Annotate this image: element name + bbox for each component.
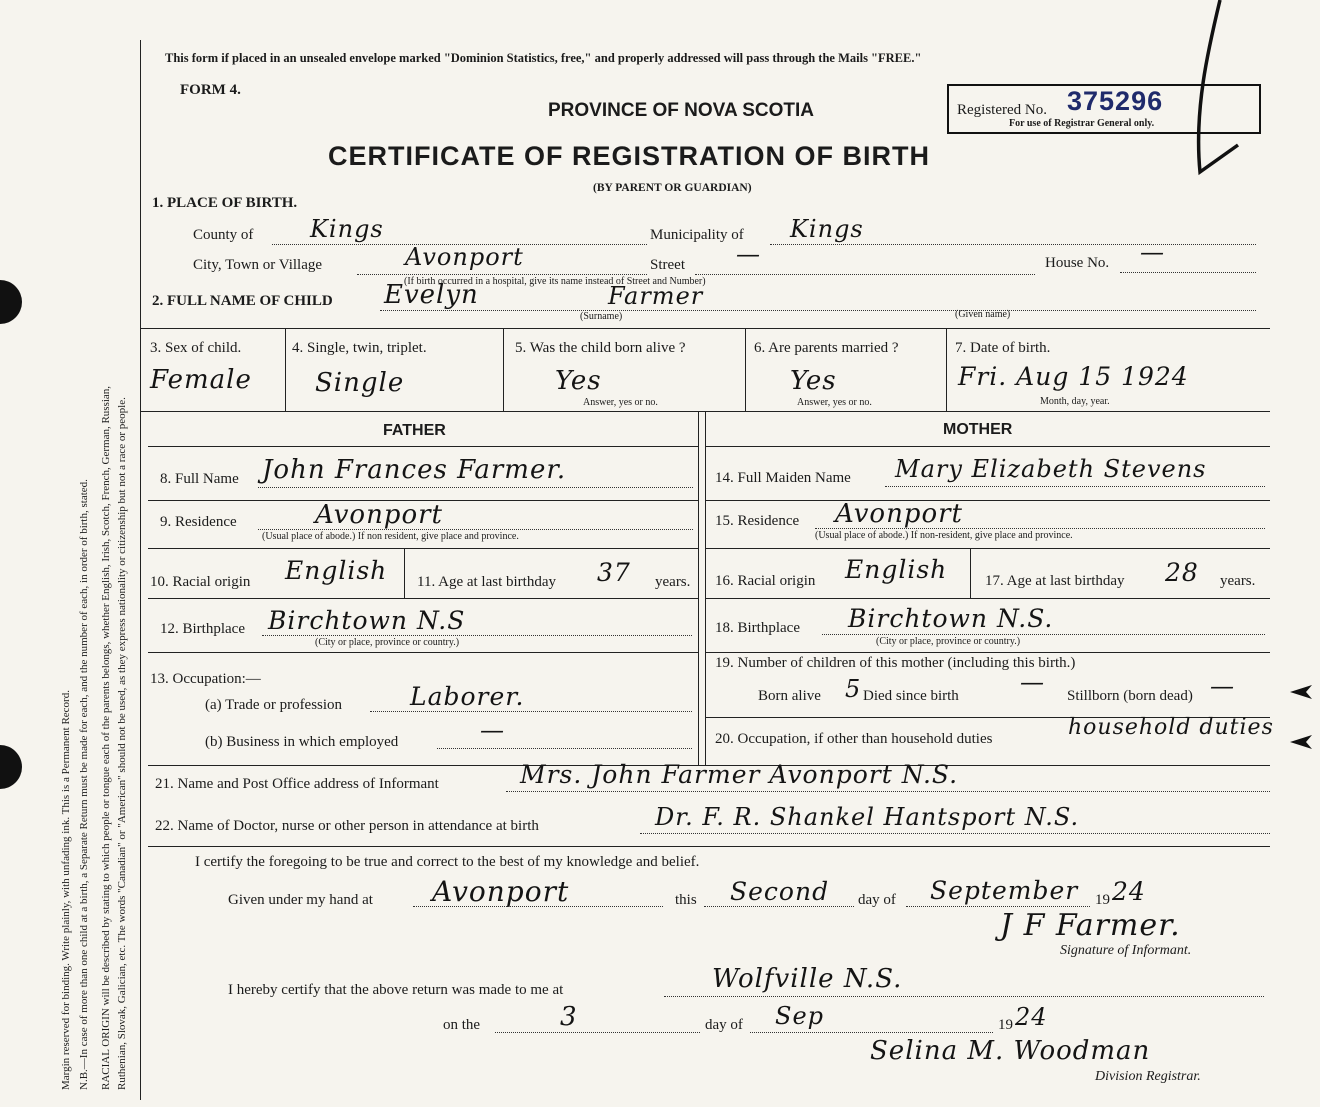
form-number: FORM 4.	[180, 82, 241, 98]
given-under-hand-label: Given under my hand at	[228, 892, 373, 908]
father-occupation-label: 13. Occupation:—	[150, 671, 261, 687]
registered-label: Registered No.	[957, 102, 1047, 118]
father-business-value: —	[480, 716, 505, 744]
mother-name-label: 14. Full Maiden Name	[715, 470, 851, 486]
father-years-label: years.	[655, 574, 691, 590]
city-value: Avonport	[405, 243, 524, 271]
check-mark-stroke	[1180, 0, 1270, 185]
certify-statement: I certify the foregoing to be true and correct to the best of my knowledge and belief.	[195, 854, 700, 870]
date-of-birth-label: 7. Date of birth.	[955, 340, 1051, 356]
father-trade-label: (a) Trade or profession	[205, 697, 343, 713]
mother-age-label: 17. Age at last birthday	[985, 573, 1125, 589]
parents-married-note: Answer, yes or no.	[797, 397, 872, 408]
county-value: Kings	[310, 215, 384, 243]
child-surname: Farmer	[608, 282, 704, 310]
date-of-birth-note: Month, day, year.	[1040, 396, 1110, 407]
mother-age-value: 28	[1165, 558, 1199, 587]
street-value: —	[736, 240, 761, 268]
binding-hole-bottom	[0, 745, 22, 789]
side-note-3: RACIAL ORIGIN will be described by stating to which people or tongue each of the parents belongs, whether English, Irish, Scotch, French, German, Russian,	[100, 385, 112, 1090]
doctor-value: Dr. F. R. Shankel Hantsport N.S.	[655, 803, 1080, 831]
place-of-birth-heading: 1. PLACE OF BIRTH.	[152, 195, 298, 211]
father-birthplace-label: 12. Birthplace	[160, 621, 245, 637]
province-heading: PROVINCE OF NOVA SCOTIA	[548, 100, 815, 121]
side-note-4: Ruthenian, Slovak, Galician, etc. The words "Canadian" or "American" should not be used, as they express nationality or citizenship but not a race or people.	[116, 397, 128, 1090]
stillborn-value: —	[1210, 672, 1235, 700]
given-name-note: (Given name)	[955, 309, 1011, 320]
city-label: City, Town or Village	[193, 257, 323, 273]
mother-residence-note: (Usual place of abode.) If non-resident, give place and province.	[815, 530, 1073, 541]
this-label: this	[675, 892, 697, 908]
given-year-value: 24	[1112, 877, 1146, 906]
father-residence-note: (Usual place of abode.) If non resident, give place and province.	[262, 531, 519, 542]
binding-hole-top	[0, 280, 22, 324]
born-alive-count-label: Born alive	[758, 688, 821, 704]
plurality-value: Single	[315, 368, 405, 398]
father-trade-value: Laborer.	[410, 682, 525, 711]
father-birthplace-value: Birchtown N.S	[268, 606, 466, 635]
date-of-birth-value: Fri. Aug 15 1924	[958, 362, 1189, 391]
doctor-label: 22. Name of Doctor, nurse or other person in attendance at birth	[155, 818, 539, 834]
county-label: County of	[193, 227, 254, 243]
informant-signature: J F Farmer.	[1000, 908, 1181, 943]
father-residence-label: 9. Residence	[160, 514, 237, 530]
sex-label: 3. Sex of child.	[150, 340, 242, 356]
municipality-label: Municipality of	[650, 227, 744, 243]
registered-number: 375296	[1067, 86, 1164, 116]
arrow-marker-2	[1290, 735, 1312, 749]
certificate-title: CERTIFICATE OF REGISTRATION OF BIRTH	[328, 141, 930, 171]
parents-married-value: Yes	[790, 366, 837, 396]
given-month-value: September	[930, 876, 1079, 905]
stillborn-label: Stillborn (born dead)	[1067, 688, 1193, 704]
born-alive-note: Answer, yes or no.	[583, 397, 658, 408]
house-label: House No.	[1045, 255, 1110, 271]
registrar-year-value: 24	[1015, 1003, 1048, 1031]
registrar-signature-label: Division Registrar.	[1095, 1069, 1201, 1084]
registrar-signature: Selina M. Woodman	[870, 1036, 1151, 1066]
father-heading: FATHER	[383, 422, 446, 439]
died-since-birth-value: —	[1020, 668, 1045, 696]
child-given-name: Evelyn	[384, 280, 479, 310]
registrar-day-of-label: day of	[705, 1017, 743, 1033]
street-label: Street	[650, 257, 685, 273]
hospital-note: (If birth occurred in a hospital, give its name instead of Street and Number)	[404, 276, 706, 287]
mail-note: This form if placed in an unsealed envelope marked "Dominion Statistics, free," and properly addressed will pass through the Mails "FREE."	[165, 51, 922, 65]
father-name-label: 8. Full Name	[160, 471, 239, 487]
mother-race-label: 16. Racial origin	[715, 573, 816, 589]
mother-residence-label: 15. Residence	[715, 513, 800, 529]
registrar-day-value: 3	[560, 1002, 578, 1032]
registrar-place-value: Wolfville N.S.	[712, 964, 903, 994]
father-age-label: 11. Age at last birthday	[417, 574, 556, 590]
father-birthplace-note: (City or place, province or country.)	[315, 637, 460, 648]
mother-occupation-label: 20. Occupation, if other than household duties	[715, 731, 993, 747]
plurality-label: 4. Single, twin, triplet.	[292, 340, 427, 356]
mother-heading: MOTHER	[943, 421, 1013, 438]
father-race-value: English	[285, 556, 388, 585]
mother-birthplace-note: (City or place, province or country.)	[876, 636, 1021, 647]
registrar-year-prefix: 19	[998, 1017, 1013, 1033]
informant-label: 21. Name and Post Office address of Informant	[155, 776, 439, 792]
given-year-prefix: 19	[1095, 892, 1110, 908]
on-the-label: on the	[443, 1017, 481, 1033]
child-name-label: 2. FULL NAME OF CHILD	[152, 293, 333, 309]
side-note-2: N.B.—In case of more than one child at a birth, a Separate Return must be made for each, and the number of each, in order of birth, stated.	[78, 479, 90, 1090]
mother-name-value: Mary Elizabeth Stevens	[895, 455, 1207, 483]
mother-years-label: years.	[1220, 573, 1256, 589]
surname-note: (Surname)	[580, 311, 623, 322]
registrar-month-value: Sep	[775, 1002, 825, 1030]
given-day-value: Second	[730, 877, 830, 906]
died-since-birth-label: Died since birth	[863, 688, 959, 704]
sex-value: Female	[150, 365, 252, 395]
parents-married-label: 6. Are parents married ?	[754, 340, 899, 356]
side-note-1: Margin reserved for binding. Write plainly, with unfading ink. This is a Permanent Record.	[60, 690, 72, 1090]
father-business-label: (b) Business in which employed	[205, 734, 399, 750]
mother-occupation-value: household duties	[1068, 715, 1274, 740]
informant-signature-label: Signature of Informant.	[1060, 943, 1192, 958]
father-residence-value: Avonport	[315, 500, 443, 530]
certificate-subtitle: (BY PARENT OR GUARDIAN)	[593, 182, 752, 194]
father-name-value: John Frances Farmer.	[262, 455, 567, 485]
registrar-statement: I hereby certify that the above return was made to me at	[228, 982, 564, 998]
day-of-label: day of	[858, 892, 896, 908]
mother-birthplace-value: Birchtown N.S.	[848, 604, 1054, 633]
mother-children-label: 19. Number of children of this mother (including this birth.)	[715, 655, 1076, 671]
informant-value: Mrs. John Farmer Avonport N.S.	[520, 760, 959, 789]
born-alive-label: 5. Was the child born alive ?	[515, 340, 686, 356]
house-value: —	[1140, 238, 1165, 266]
father-age-value: 37	[597, 558, 631, 587]
born-alive-count-value: 5	[845, 675, 862, 703]
mother-residence-value: Avonport	[835, 499, 963, 529]
born-alive-value: Yes	[555, 366, 602, 396]
father-race-label: 10. Racial origin	[150, 574, 251, 590]
given-place-value: Avonport	[432, 875, 570, 908]
mother-race-value: English	[845, 555, 948, 584]
arrow-marker-1	[1290, 685, 1312, 699]
municipality-value: Kings	[790, 215, 864, 243]
mother-birthplace-label: 18. Birthplace	[715, 620, 800, 636]
registrar-note: For use of Registrar General only.	[1009, 118, 1155, 129]
